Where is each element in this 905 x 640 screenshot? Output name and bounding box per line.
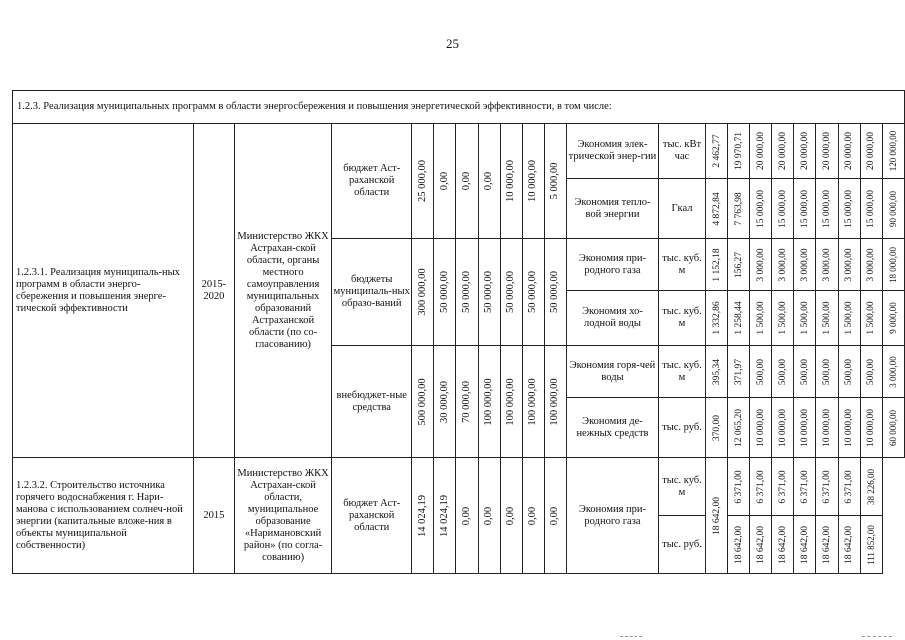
indicator-value: 1 500,00 — [772, 291, 794, 346]
funding-value: 0,00 — [456, 458, 478, 574]
indicator-value: 4 872,84 — [705, 179, 727, 239]
indicator-value: 10 000,00 — [816, 398, 838, 458]
indicator-value: 7 763,98 — [728, 179, 750, 239]
indicator-value: 370,00 — [705, 398, 727, 458]
indicator-value: 371,97 — [728, 346, 750, 398]
indicator-value: 6 371,00 — [838, 458, 860, 516]
indicator-value: 15 000,00 — [750, 179, 772, 239]
funding-value: 10 000,00 — [500, 124, 522, 239]
funding-value: 14 024,19 — [434, 458, 456, 574]
funding-value: 50 000,00 — [478, 239, 500, 346]
indicator-unit: Гкал — [659, 179, 706, 239]
funding-value: 0,00 — [478, 458, 500, 574]
funding-value: 10 000,00 — [522, 124, 544, 239]
indicator-value: 38 226,00 — [860, 458, 882, 516]
indicator-value: 1 500,00 — [794, 291, 816, 346]
indicator-name: Экономия при-родного газа — [566, 239, 658, 291]
funding-value: 50 000,00 — [522, 239, 544, 346]
scan-artifact — [620, 636, 642, 638]
measure-period-1: 2015-2020 — [193, 124, 234, 458]
page-number: 25 — [446, 36, 459, 51]
indicator-value: 3 000,00 — [882, 346, 904, 398]
indicator-value: 1 500,00 — [838, 291, 860, 346]
indicator-value: 15 000,00 — [772, 179, 794, 239]
funding-value: 70 000,00 — [456, 346, 478, 458]
indicator-value: 20 000,00 — [794, 124, 816, 179]
indicator-value: 500,00 — [816, 346, 838, 398]
indicator-value: 15 000,00 — [838, 179, 860, 239]
funding-source: внебюджет-ные средства — [332, 346, 412, 458]
funding-value: 14 024,19 — [412, 458, 434, 574]
funding-value: 100 000,00 — [544, 346, 566, 458]
indicator-value: 10 000,00 — [838, 398, 860, 458]
indicator-value: 20 000,00 — [816, 124, 838, 179]
indicator-unit: тыс. руб. — [659, 398, 706, 458]
indicator-value: 500,00 — [794, 346, 816, 398]
indicator-value: 3 000,00 — [772, 239, 794, 291]
indicator-value: 10 000,00 — [772, 398, 794, 458]
funding-value: 30 000,00 — [434, 346, 456, 458]
funding-value: 25 000,00 — [412, 124, 434, 239]
indicator-value: 6 371,00 — [816, 458, 838, 516]
indicator-name: Экономия при-родного газа — [566, 458, 658, 574]
indicator-name: Экономия элек-трической энер-гии — [566, 124, 658, 179]
funding-value: 100 000,00 — [500, 346, 522, 458]
funding-value: 50 000,00 — [456, 239, 478, 346]
indicator-value: 60 000,00 — [882, 398, 904, 458]
indicator-value: 156,27 — [728, 239, 750, 291]
indicator-value: 18 642,00 — [728, 516, 750, 574]
indicator-value: 120 000,00 — [882, 124, 904, 179]
indicator-value: 6 371,00 — [728, 458, 750, 516]
indicator-value: 90 000,00 — [882, 179, 904, 239]
indicator-value: 20 000,00 — [772, 124, 794, 179]
indicator-value: 1 258,44 — [728, 291, 750, 346]
indicator-value: 1 332,86 — [705, 291, 727, 346]
indicator-unit: тыс. куб. м — [659, 291, 706, 346]
indicator-value: 2 462,77 — [705, 124, 727, 179]
indicator-value: 10 000,00 — [860, 398, 882, 458]
indicator-name: Экономия хо-лодной воды — [566, 291, 658, 346]
funding-value: 50 000,00 — [500, 239, 522, 346]
indicator-value: 3 000,00 — [838, 239, 860, 291]
indicator-value: 1 500,00 — [816, 291, 838, 346]
indicator-value: 18 642,00 — [816, 516, 838, 574]
measure-executor-2: Министерство ЖКХ Астрахан-ской области, муниципальное образование «Наримановский район» (по согла-сованию) — [235, 458, 332, 574]
indicator-value: 500,00 — [860, 346, 882, 398]
measure-executor-1: Министерство ЖКХ Астрахан-ской области, органы местного самоуправления муниципальных образований Астраханской области (по со-гласованию) — [235, 124, 332, 458]
indicator-value: 500,00 — [750, 346, 772, 398]
indicator-value: 12 065,20 — [728, 398, 750, 458]
funding-value: 100 000,00 — [478, 346, 500, 458]
scan-artifact — [862, 636, 892, 638]
indicator-value: 3 000,00 — [860, 239, 882, 291]
indicator-value: 500,00 — [772, 346, 794, 398]
indicator-value: 18 642,00 — [750, 516, 772, 574]
indicator-unit: тыс. куб. м — [659, 346, 706, 398]
indicator-name: Экономия горя-чей воды — [566, 346, 658, 398]
funding-source: бюджеты муниципаль-ных образо-ваний — [332, 239, 412, 346]
funding-value: 0,00 — [544, 458, 566, 574]
indicator-name: Экономия тепло-вой энергии — [566, 179, 658, 239]
indicator-value: 20 000,00 — [838, 124, 860, 179]
funding-source: бюджет Аст-раханской области — [332, 124, 412, 239]
indicator-value: 10 000,00 — [750, 398, 772, 458]
indicator-value: 1 152,18 — [705, 239, 727, 291]
indicator-value: 10 000,00 — [794, 398, 816, 458]
indicator-value: 6 371,00 — [794, 458, 816, 516]
indicator-value: 3 000,00 — [794, 239, 816, 291]
indicator-value: 18 642,00 — [794, 516, 816, 574]
funding-value: 0,00 — [434, 124, 456, 239]
indicator-unit: тыс. руб. — [659, 516, 706, 574]
measure-name-2: 1.2.3.2. Строительство источника горячего водоснабжения г. Нари-манова с использованием солнеч-ной энергии (капитальные вложе-ния в объекты муниципальной собственности) — [13, 458, 194, 574]
indicator-value: 3 000,00 — [750, 239, 772, 291]
funding-value: 300 000,00 — [412, 239, 434, 346]
measure-period-2: 2015 — [193, 458, 234, 574]
indicator-value: 500,00 — [838, 346, 860, 398]
indicator-value: 1 500,00 — [750, 291, 772, 346]
funding-value: 0,00 — [500, 458, 522, 574]
program-table — [12, 90, 905, 574]
funding-value: 500 000,00 — [412, 346, 434, 458]
indicator-value: 18 000,00 — [882, 239, 904, 291]
indicator-value: 9 000,00 — [882, 291, 904, 346]
indicator-value: 19 970,71 — [728, 124, 750, 179]
indicator-unit: тыс. кВт час — [659, 124, 706, 179]
indicator-value: 20 000,00 — [860, 124, 882, 179]
indicator-value: 15 000,00 — [794, 179, 816, 239]
indicator-value: 3 000,00 — [816, 239, 838, 291]
indicator-value: 20 000,00 — [750, 124, 772, 179]
indicator-value: 395,34 — [705, 346, 727, 398]
indicator-value: 111 852,00 — [860, 516, 882, 574]
funding-value: 0,00 — [522, 458, 544, 574]
funding-value: 50 000,00 — [544, 239, 566, 346]
indicator-value: 1 500,00 — [860, 291, 882, 346]
funding-value: 100 000,00 — [522, 346, 544, 458]
indicator-value: 15 000,00 — [816, 179, 838, 239]
indicator-value: 18 642,00 — [838, 516, 860, 574]
indicator-value: 18 642,00 — [772, 516, 794, 574]
indicator-value: 6 371,00 — [772, 458, 794, 516]
indicator-value: 18 642,00 — [705, 458, 727, 574]
funding-value: 0,00 — [456, 124, 478, 239]
indicator-unit: тыс. куб. м — [659, 458, 706, 516]
funding-value: 0,00 — [478, 124, 500, 239]
funding-source: бюджет Аст-раханской области — [332, 458, 412, 574]
funding-value: 5 000,00 — [544, 124, 566, 239]
indicator-value: 15 000,00 — [860, 179, 882, 239]
section-title: 1.2.3. Реализация муниципальных программ в области энергосбережения и повышения энергетической эффективности, в том числе: — [13, 91, 905, 124]
indicator-unit: тыс. куб. м — [659, 239, 706, 291]
funding-value: 50 000,00 — [434, 239, 456, 346]
indicator-name: Экономия де-нежных средств — [566, 398, 658, 458]
measure-name-1: 1.2.3.1. Реализация муниципаль-ных программ в области энерго-сбережения и повышения энерге-тической эффективности — [13, 124, 194, 458]
indicator-value: 6 371,00 — [750, 458, 772, 516]
